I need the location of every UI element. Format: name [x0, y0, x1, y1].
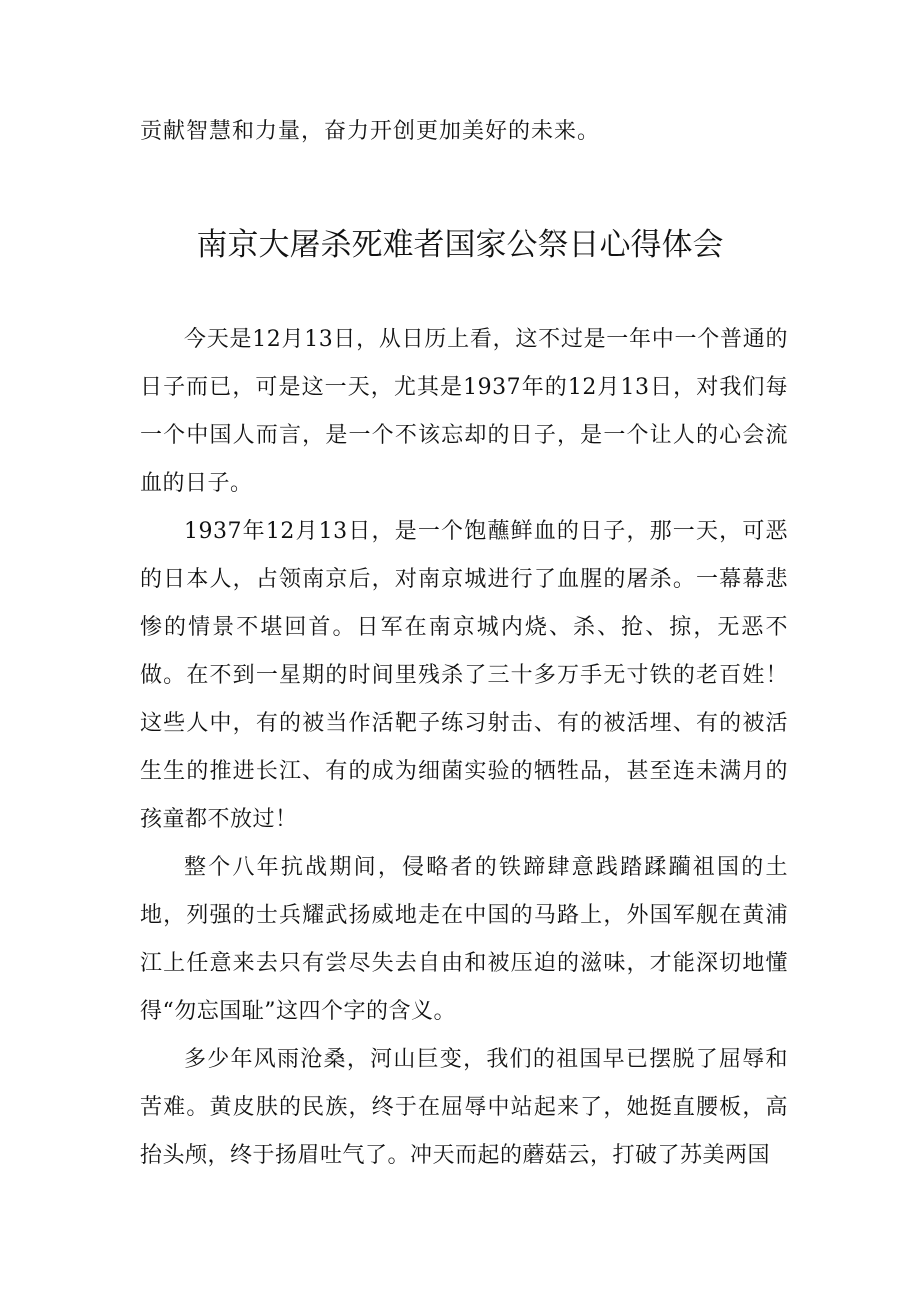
paragraph-4: 多少年风雨沧桑，河山巨变，我们的祖国早已摆脱了屈辱和苦难。黄皮肤的民族，终于在屈辱中站起来了，她挺直腰板，高抬头颅，终于扬眉吐气了。冲天而起的蘑菇云，打破了苏美两国: [140, 1047, 788, 1168]
paragraph-3: 整个八年抗战期间，侵略者的铁蹄肆意践踏蹂躏祖国的土地，列强的士兵耀武扬威地走在中国的马路上，外国军舰在黄浦江上任意来去只有尝尽失去自由和被压迫的滋味，才能深切地懂得“勿忘国耻”这四个字的含义。: [140, 855, 788, 1024]
previous-text-line: 贡献智慧和力量，奋力开创更加美好的未来。: [140, 119, 601, 144]
document-title: 南京大屠杀死难者国家公祭日心得体会: [196, 227, 724, 263]
paragraph-2: 1937年12月13日，是一个饱蘸鲜血的日子，那一天，可恶的日本人，占领南京后，对南京城进行了血腥的屠杀。一幕幕悲惨的情景不堪回首。日军在南京城内烧、杀、抢、掠，无恶不做。在不到一星期的时间里残杀了三十多万手无寸铁的老百姓！这些人中，有的被当作活靶子练习射击、有的被活埋、有的被活生生的推进长江、有的成为细菌实验的牺牲品，甚至连未满月的孩童都不放过！: [140, 519, 788, 832]
document-body: [140, 316, 788, 1180]
paragraph-1: 今天是12月13日，从日历上看，这不过是一年中一个普通的日子而已，可是这一天，尤其是1937年的12月13日，对我们每一个中国人而言，是一个不该忘却的日子，是一个让人的心会流血的日子。: [140, 327, 788, 496]
